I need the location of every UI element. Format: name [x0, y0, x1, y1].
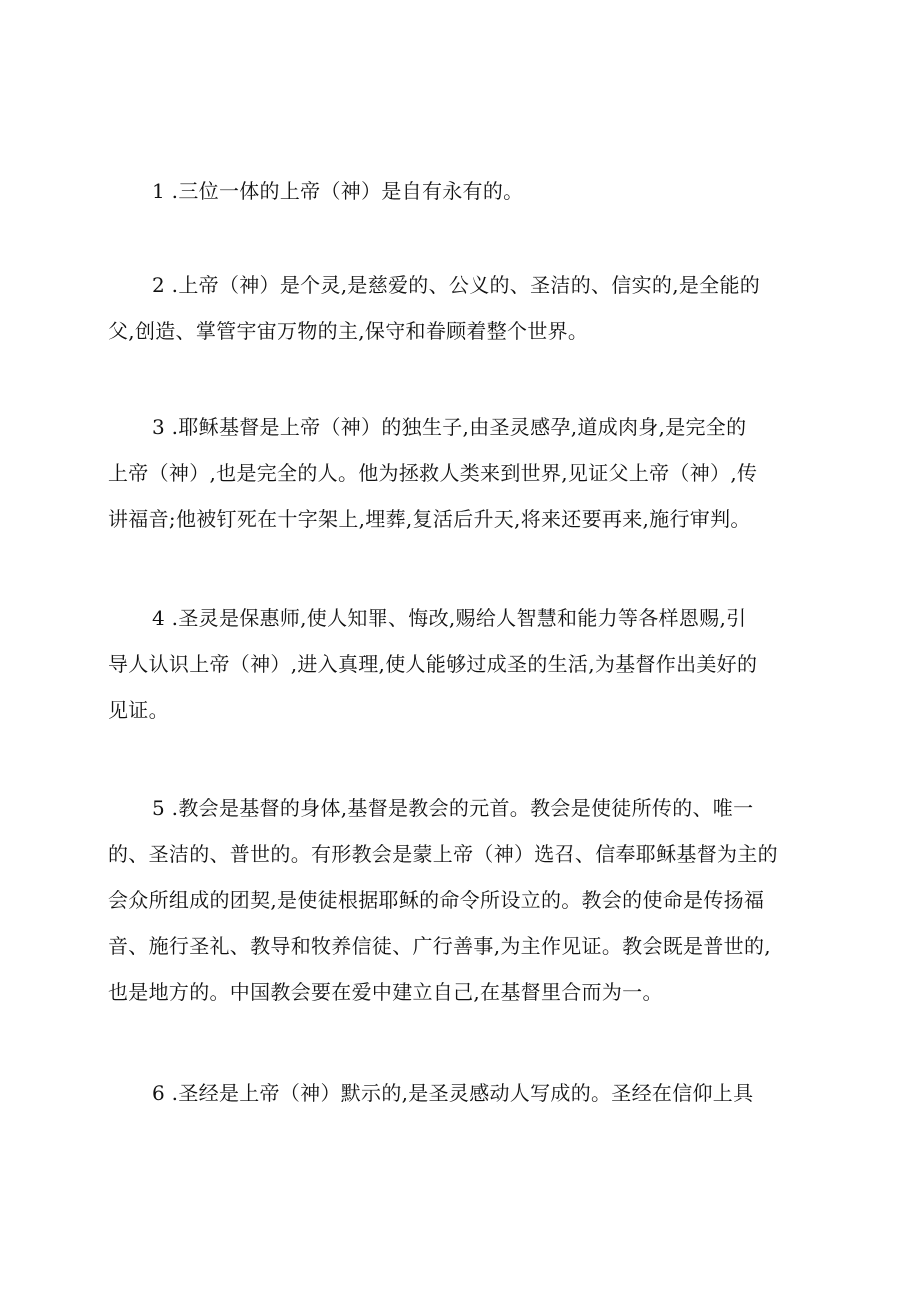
paragraph-1: [108, 168, 820, 214]
paragraph-line: 6 .圣经是上帝（神）默示的,是圣灵感动人写成的。圣经在信仰上具: [152, 1081, 754, 1105]
paragraph-5: [108, 785, 820, 1015]
paragraph-line: 会众所组成的团契,是使徒根据耶稣的命令所设立的。教会的使命是传扬福: [108, 888, 765, 912]
paragraph-line: 父,创造、掌管宇宙万物的主,保守和眷顾着整个世界。: [108, 319, 589, 343]
paragraph-line: 1 .三位一体的上帝（神）是自有永有的。: [152, 179, 524, 203]
paragraph-line: 的、圣洁的、普世的。有形教会是蒙上帝（神）选召、信奉耶稣基督为主的: [108, 842, 778, 866]
paragraph-4: [108, 595, 820, 733]
paragraph-line: 音、施行圣礼、教导和牧养信徒、广行善事,为主作见证。教会既是普世的,: [108, 934, 771, 958]
paragraph-6: [108, 1070, 820, 1116]
paragraph-line: 上帝（神）,也是完全的人。他为拯救人类来到世界,见证父上帝（神）,传: [108, 461, 758, 485]
paragraph-line: 4 .圣灵是保惠师,使人知罪、悔改,赐给人智慧和能力等各样恩赐,引: [152, 606, 747, 630]
paragraph-line: 导人认识上帝（神）,进入真理,使人能够过成圣的生活,为基督作出美好的: [108, 652, 758, 676]
paragraph-line: 2 .上帝（神）是个灵,是慈爱的、公义的、圣洁的、信实的,是全能的: [152, 273, 761, 297]
paragraph-3: [108, 404, 820, 542]
paragraph-2: [108, 262, 820, 354]
paragraph-line: 讲福音;他被钉死在十字架上,埋葬,复活后升天,将来还要再来,施行审判。: [108, 507, 751, 531]
paragraph-line: 3 .耶稣基督是上帝（神）的独生子,由圣灵感孕,道成肉身,是完全的: [152, 415, 747, 439]
paragraph-line: 也是地方的。中国教会要在爱中建立自己,在基督里合而为一。: [108, 980, 663, 1004]
paragraph-line: 5 .教会是基督的身体,基督是教会的元首。教会是使徒所传的、唯一: [152, 796, 754, 820]
paragraph-line: 见证。: [108, 698, 169, 722]
